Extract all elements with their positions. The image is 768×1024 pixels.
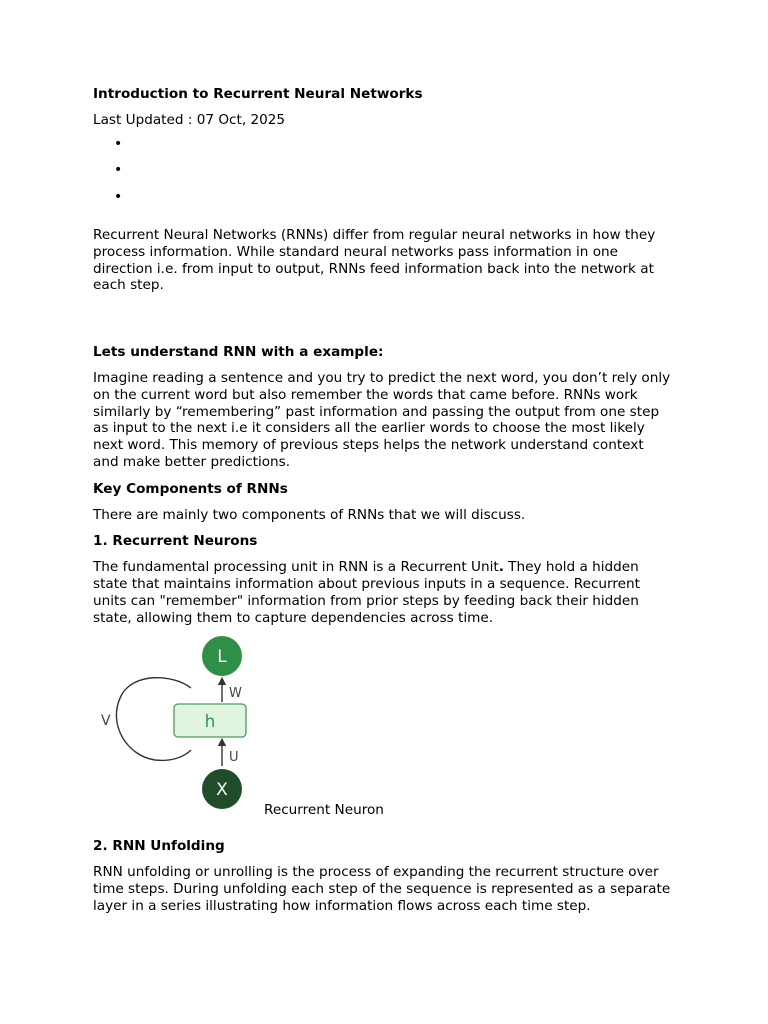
intro-paragraph: Recurrent Neural Networks (RNNs) differ from regular neural networks in how they process information. While standard neural networks pass information in one direction i.e. from input to output, RNNs feed information back into the network at each step. [93,227,656,294]
list-item [119,165,673,192]
hidden-node-label: h [204,712,216,733]
last-updated: Last Updated : 07 Oct, 2025 [93,111,286,128]
recurrent-neurons-paragraph [93,559,673,626]
weight-u-label: U [229,750,239,766]
article [93,86,673,925]
list-item [119,139,673,166]
weight-w-label: W [229,686,242,702]
neurons-text-bold: . [498,559,504,576]
neurons-text-after: They hold a hidden state that maintains information about previous inputs in a sequence. Recurrent units can "remember" information from prior steps by feeding back their hidden state, allowing them to capture dependencies across time. [93,559,640,626]
example-paragraph: Imagine reading a sentence and you try to predict the next word, you don’t rely only on the current word but also remember the words that came before. RNNs work similarly by “remembering” past information and passing the output from one step as input to the next i.e it considers all the earlier words to choose the most likely next word. This memory of previous steps helps the network understand context and make better predictions. [93,370,671,471]
weight-v-label: V [101,713,111,730]
rnn-unfolding-heading: 2. RNN Unfolding [93,838,225,855]
key-components-heading: Key Components of RNNs [93,480,288,497]
figure-caption: Recurrent Neuron [264,802,384,819]
recurrent-neuron-diagram [93,636,253,816]
key-components-paragraph: There are mainly two components of RNNs that we will discuss. [93,506,526,523]
recurrent-neurons-heading: 1. Recurrent Neurons [93,533,258,550]
recurrent-neuron-figure [93,636,673,824]
rnn-unfolding-paragraph: RNN unfolding or unrolling is the process of expanding the recurrent structure over time steps. During unfolding each step of the sequence is represented as a separate layer in a series illustrating how information flows across each time step. [93,864,671,914]
list-item [119,192,673,219]
article-title: Introduction to Recurrent Neural Networks [93,86,423,102]
neurons-text-before: The fundamental processing unit in RNN is a Recurrent Unit [93,559,499,576]
spacer [93,824,673,838]
bullet-list [93,139,673,219]
output-node-label: L [217,647,227,668]
input-node-label: X [216,780,228,801]
spacer [93,304,673,344]
example-heading: Lets understand RNN with a example: [93,344,384,361]
